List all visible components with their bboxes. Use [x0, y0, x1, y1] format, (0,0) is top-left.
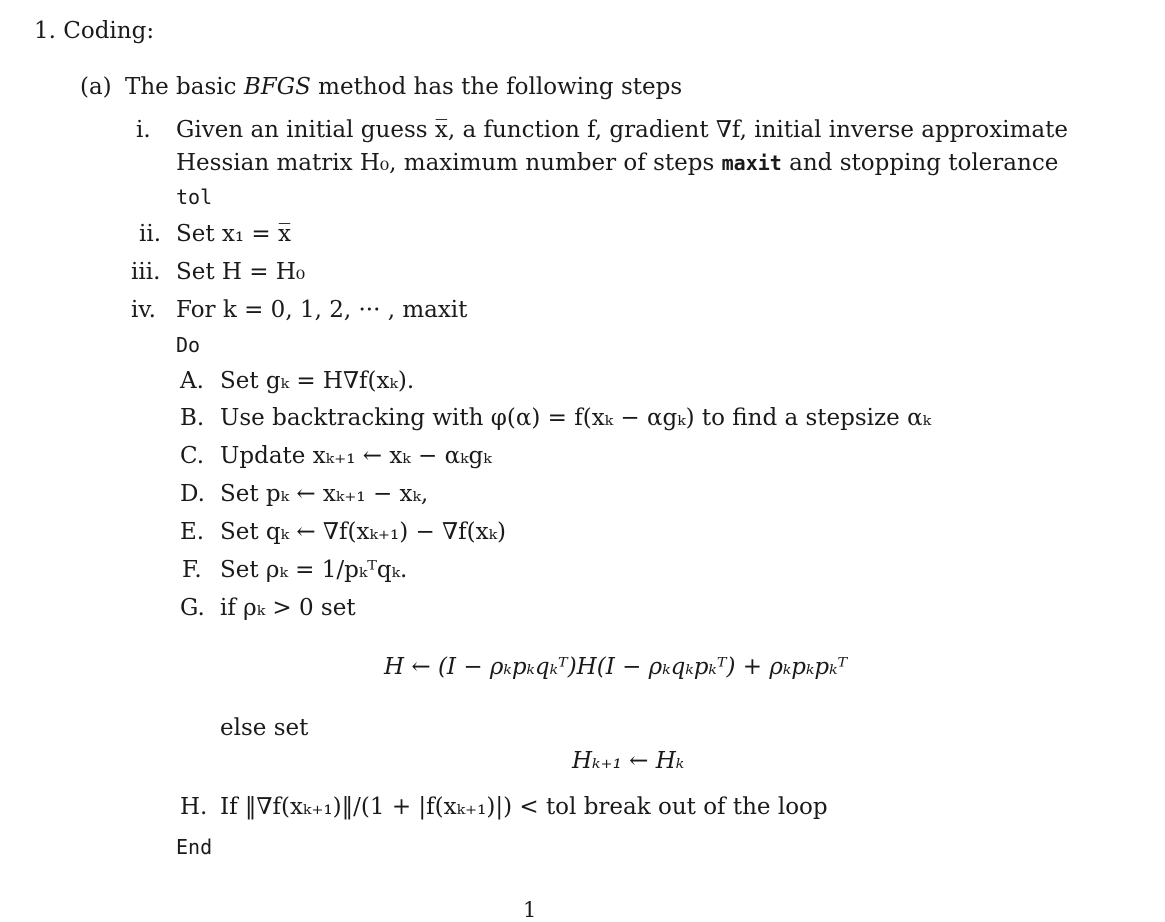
- else-text: else set: [220, 715, 309, 741]
- substep-F-label: F.: [182, 557, 202, 583]
- substep-H-text: If ‖∇f(xₖ₊₁)‖/(1 + |f(xₖ₊₁)|) < tol break out of the loop: [220, 794, 828, 820]
- page-number: 1: [523, 898, 537, 922]
- code-tol: tol: [176, 185, 213, 209]
- step-i-line2-post: and stopping tolerance: [781, 150, 1059, 176]
- end-keyword: End: [176, 835, 213, 859]
- do-keyword: Do: [176, 333, 201, 357]
- part-a-intro-post: method has the following steps: [310, 74, 683, 100]
- substep-B-text: Use backtracking with φ(α) = f(xₖ − αgₖ) to find a stepsize αₖ: [220, 405, 932, 431]
- step-iii-text: Set H = H₀: [176, 259, 306, 285]
- substep-C-label: C.: [180, 443, 205, 469]
- substep-E-text: Set qₖ ← ∇f(xₖ₊₁) − ∇f(xₖ): [220, 519, 506, 545]
- code-maxit: maxit: [721, 151, 782, 175]
- part-a-intro-pre: The basic: [124, 74, 244, 100]
- else-formula: Hₖ₊₁ ← Hₖ: [572, 748, 685, 774]
- substep-G-text: if ρₖ > 0 set: [220, 595, 356, 621]
- section-number: 1.: [34, 18, 56, 44]
- substep-E-label: E.: [180, 519, 205, 545]
- step-i-line2-pre: Hessian matrix H₀, maximum number of steps: [176, 150, 722, 176]
- substep-A-text: Set gₖ = H∇f(xₖ).: [220, 368, 415, 394]
- substep-A-label: A.: [180, 368, 204, 394]
- substep-H-label: H.: [180, 794, 208, 820]
- step-i-line2: [176, 150, 1058, 176]
- section-heading: [34, 18, 154, 44]
- substep-F-text: Set ρₖ = 1/pₖᵀqₖ.: [220, 557, 408, 583]
- step-i-line1: Given an initial guess x̅, a function f, gradient ∇f, initial inverse approximate: [176, 117, 1068, 143]
- part-a-method: BFGS: [243, 74, 311, 100]
- step-ii-text: Set x₁ = x̅: [176, 221, 291, 247]
- step-i-label: i.: [136, 117, 151, 143]
- substep-D-label: D.: [180, 481, 205, 507]
- substep-D-text: Set pₖ ← xₖ₊₁ − xₖ,: [220, 481, 429, 507]
- substep-G-label: G.: [180, 595, 205, 621]
- substep-B-label: B.: [180, 405, 205, 431]
- bfgs-update-formula: H ← (I − ρₖpₖqₖᵀ)H(I − ρₖqₖpₖᵀ) + ρₖpₖpₖᵀ: [384, 654, 848, 680]
- substep-C-text: Update xₖ₊₁ ← xₖ − αₖgₖ: [220, 443, 492, 469]
- step-ii-label: ii.: [139, 221, 162, 247]
- section-title: Coding:: [63, 18, 155, 44]
- part-a-label: (a): [80, 74, 112, 100]
- step-iii-label: iii.: [131, 259, 161, 285]
- step-iv-text: For k = 0, 1, 2, ··· , maxit: [176, 297, 468, 323]
- part-a-intro: [80, 74, 682, 100]
- step-iv-label: iv.: [131, 297, 156, 323]
